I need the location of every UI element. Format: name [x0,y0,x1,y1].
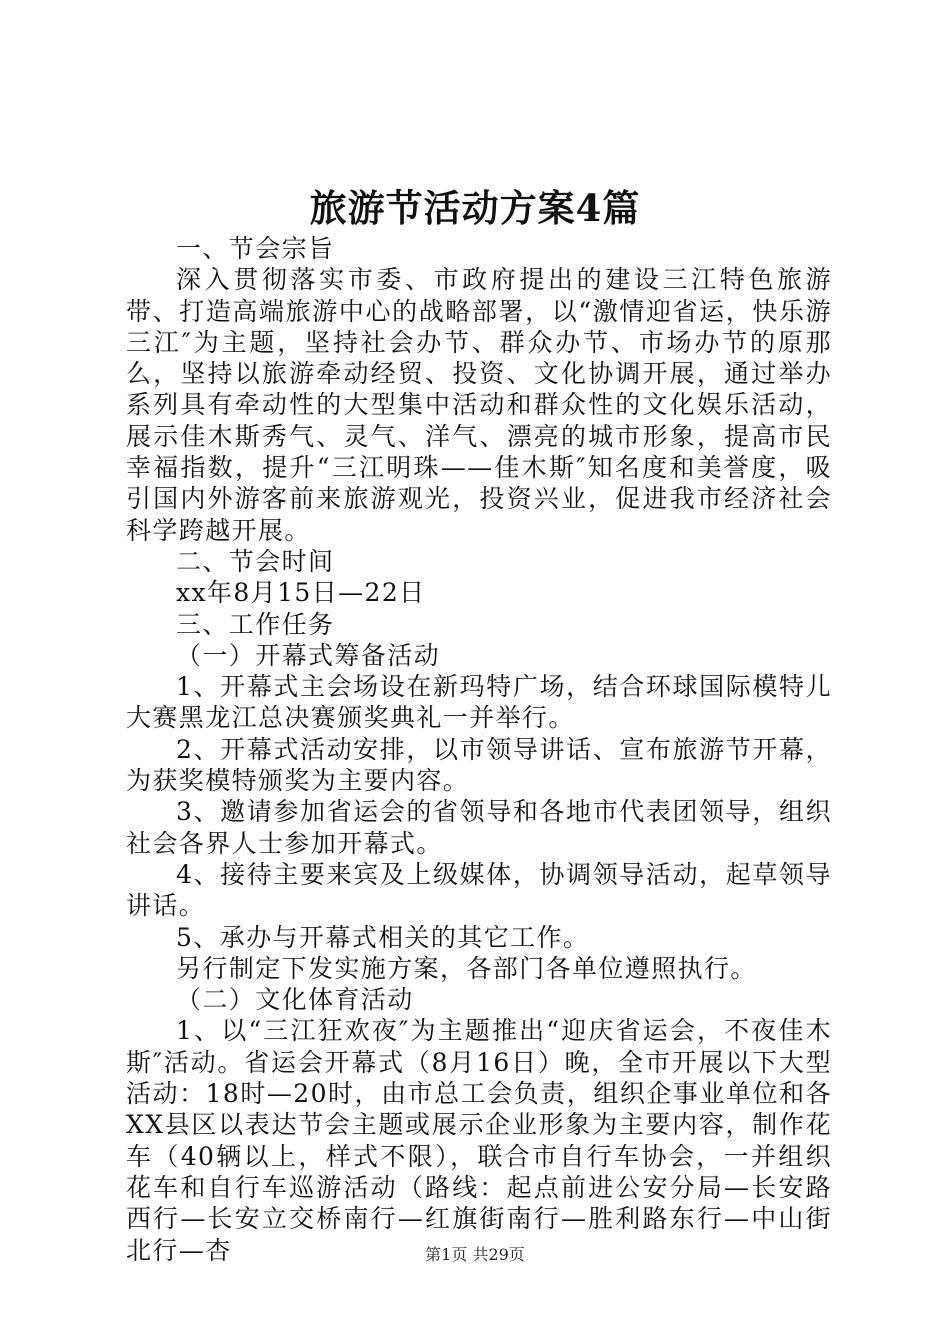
subsection-heading: （二）文化体育活动 [176,985,414,1015]
section-heading: 二、节会时间 [176,546,335,576]
list-item: 4、接待主要来宾及上级媒体，协调领导活动，起草领导讲话。 [126,859,832,921]
document-title: 旅游节活动方案4篇 [309,186,641,230]
section-heading: 三、工作任务 [176,609,335,639]
list-item: 1、开幕式主会场设在新玛特广场，结合环球国际模特儿大赛黑龙江总决赛颁奖典礼一并举行。 [126,672,832,733]
paragraph: 另行制定下发实施方案，各部门各单位遵照执行。 [176,953,757,983]
list-item: 1、以“三江狂欢夜″为主题推出“迎庆省运会，不夜佳木斯″活动。省运会开幕式（8月16日）晚，全市开展以下大型活动：18时—20时，由市总工会负责，组织企事业单位和各XX县区以表达节会主题或展示企业形象为主要内容，制作花车（40辆以上，样式不限），联合市自行车协会，一并组织花车和自行车巡游活动（路线：起点前进公安分局—长安路西行—长安立交桥南行—红旗街南行—胜利路东行—中山街北行—杏 [126,1016,832,1265]
section-heading: 一、节会宗旨 [176,234,335,263]
page-number-footer: 第1页 共29页 [425,1245,525,1264]
paragraph: 深入贯彻落实市委、市政府提出的建设三江特色旅游带、打造高端旅游中心的战略部署，以“激情迎省运，快乐游三江″为主题，坚持社会办节、群众办节、市场办节的原那么，坚持以旅游牵动经贸、投资、文化协调开展，通过举办系列具有牵动性的大型集中活动和群众性的文化娱乐活动，展示佳木斯秀气、灵气、洋气、漂亮的城市形象，提高市民幸福指数，提升“三江明珠——佳木斯″知名度和美誉度，吸引国内外游客前来旅游观光，投资兴业，促进我市经济社会科学跨越开展。 [126,265,832,545]
paragraph: xx年8月15日—22日 [176,578,426,608]
list-item: 3、邀请参加省运会的省领导和各地市代表团领导，组织社会各界人士参加开幕式。 [126,797,832,858]
list-item: 2、开幕式活动安排，以市领导讲话、宣布旅游节开幕，为获奖模特颁奖为主要内容。 [126,734,832,796]
document-body [126,233,832,1266]
list-item: 5、承办与开幕式相关的其它工作。 [176,922,590,952]
subsection-heading: （一）开幕式筹备活动 [176,640,441,670]
